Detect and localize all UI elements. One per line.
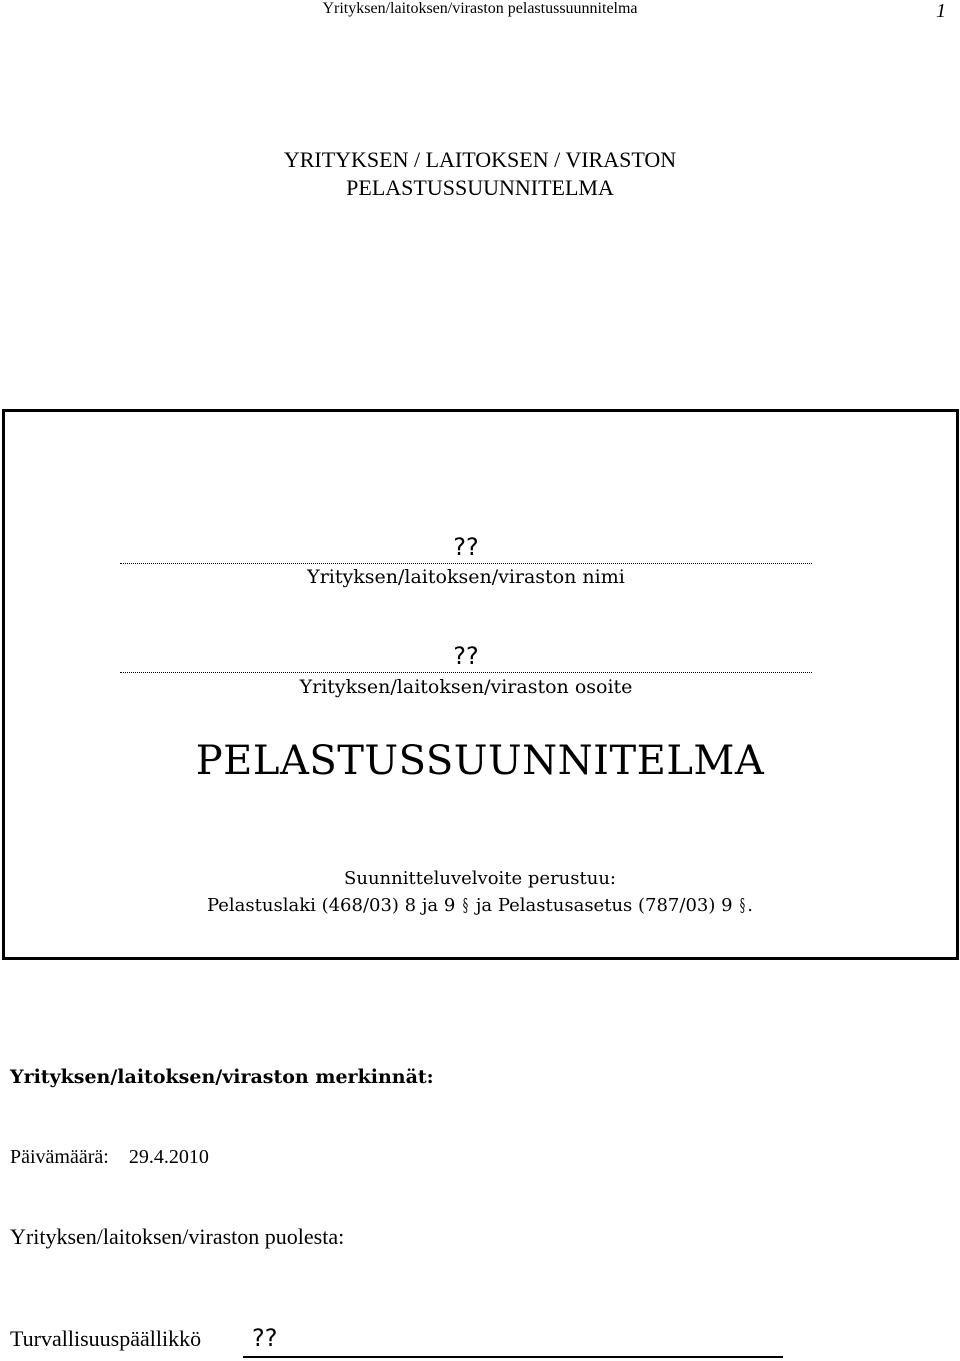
organization-name-line xyxy=(120,563,812,564)
organization-address-caption: Yrityksen/laitoksen/viraston osoite xyxy=(299,676,633,698)
organization-name-value[interactable]: ?? xyxy=(453,533,479,561)
plan-title: PELASTUSSUUNNITELMA xyxy=(195,738,765,784)
signature-line xyxy=(243,1356,783,1358)
basis-legal-reference xyxy=(0,895,960,916)
running-header: Yrityksen/laitoksen/viraston pelastussuunnitelma xyxy=(322,0,638,17)
basis-intro: Suunnitteluvelvoite perustuu: xyxy=(344,868,616,889)
organization-address-line xyxy=(120,672,812,673)
signer-value[interactable]: ?? xyxy=(252,1324,278,1352)
organization-name-caption: Yrityksen/laitoksen/viraston nimi xyxy=(307,566,625,588)
document-title-line2: PELASTUSSUUNNITELMA xyxy=(346,175,614,200)
notes-heading: Yrityksen/laitoksen/viraston merkinnät: xyxy=(10,1066,434,1088)
on-behalf-label: Yrityksen/laitoksen/viraston puolesta: xyxy=(10,1224,345,1249)
organization-address-value[interactable]: ?? xyxy=(453,642,479,670)
signer-role: Turvallisuuspäällikkö xyxy=(10,1326,202,1351)
basis-part3: . xyxy=(747,895,754,916)
date-row xyxy=(10,1146,209,1169)
section-symbol: § xyxy=(740,895,746,916)
date-value[interactable]: 29.4.2010 xyxy=(128,1146,209,1168)
page-number: 1 xyxy=(936,0,946,22)
document-title-line1: YRITYKSEN / LAITOKSEN / VIRASTON xyxy=(283,147,677,172)
basis-part1: Pelastuslaki (468/03) 8 ja 9 xyxy=(206,895,456,916)
basis-part2: ja Pelastusasetus (787/03) 9 xyxy=(475,895,733,916)
section-symbol: § xyxy=(462,895,469,916)
document-title xyxy=(0,146,960,202)
date-label: Päivämäärä: xyxy=(10,1146,109,1168)
